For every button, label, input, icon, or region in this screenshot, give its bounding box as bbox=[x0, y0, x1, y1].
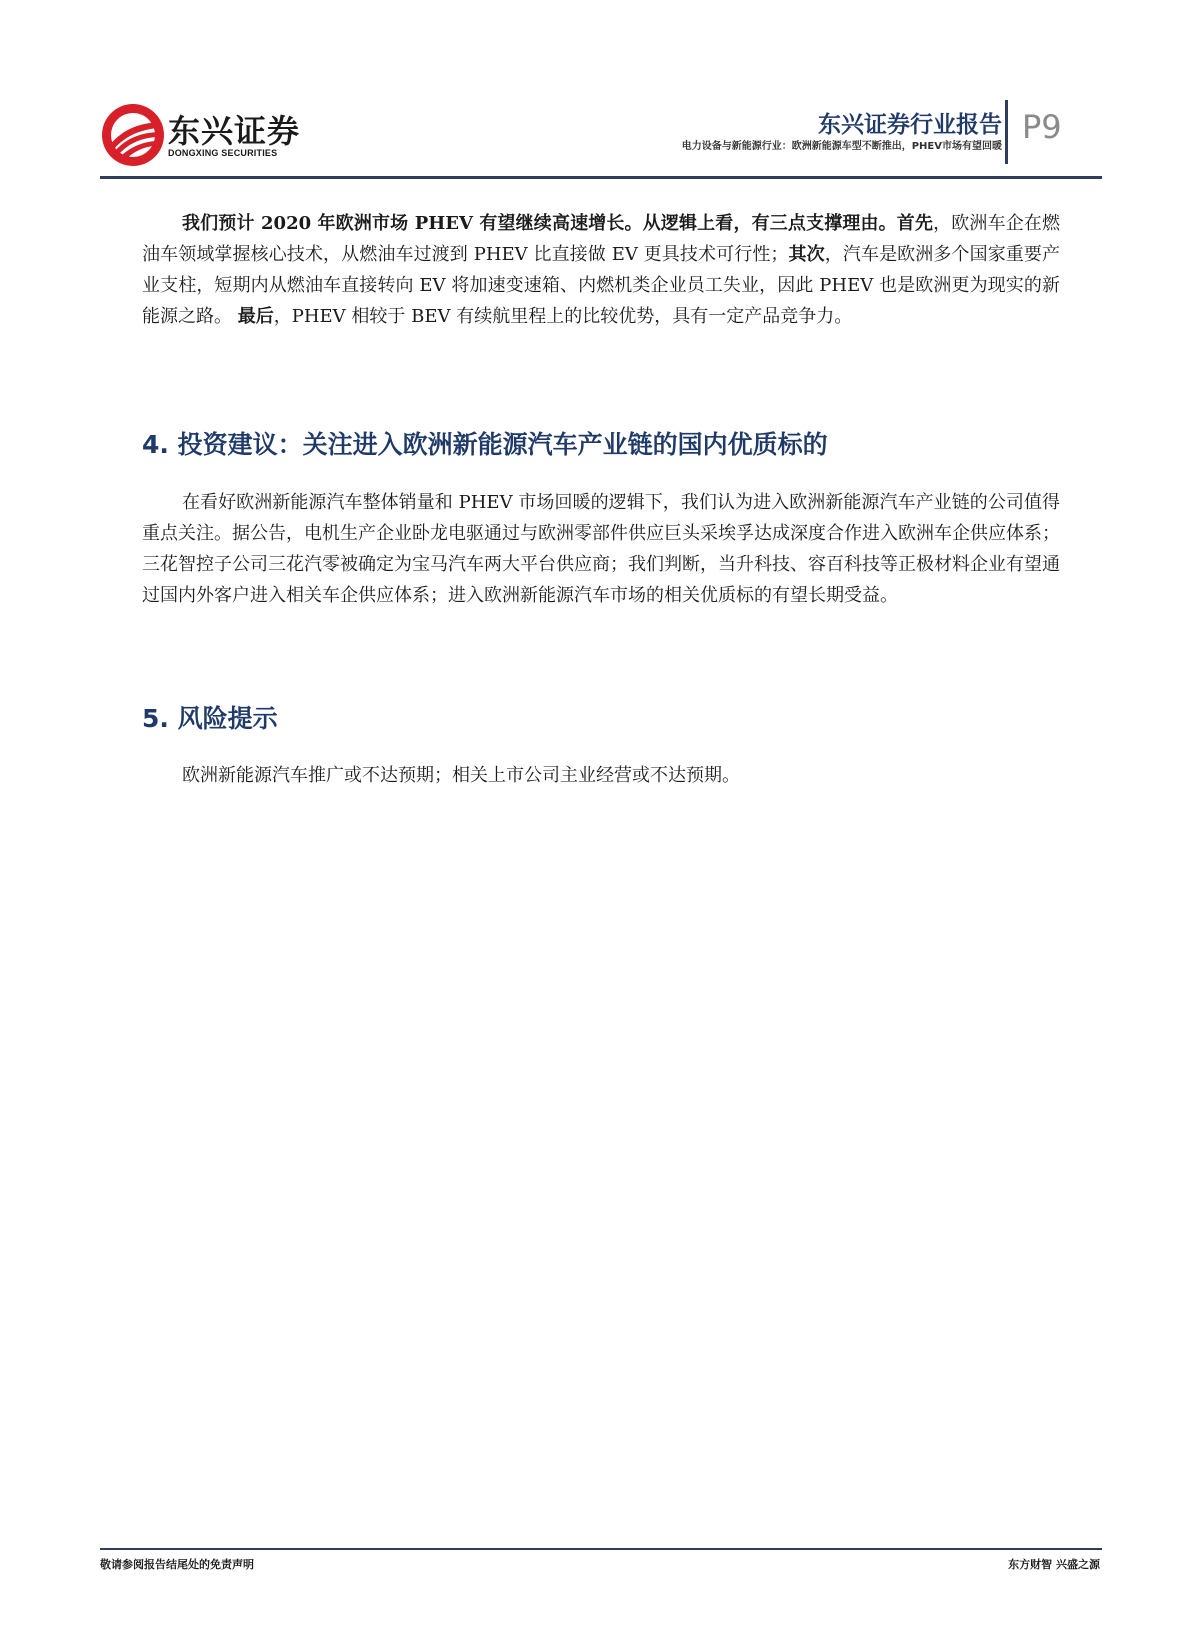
phev-lead-sentence: 我们预计 2020 年欧洲市场 PHEV 有望继续高速增长。从逻辑上看，有三点支撑理由。 bbox=[182, 213, 897, 234]
company-logo bbox=[100, 102, 360, 172]
company-slogan: 东方财智 兴盛之源 bbox=[1008, 1558, 1100, 1571]
company-name-cn: 东兴证券 bbox=[168, 112, 301, 150]
second-reason: ，汽车是欧洲多个国家重要产业支柱，短期内从燃油车直接转向 EV 将加速变速箱、内燃机类企业员工失业，因此 PHEV 也是欧洲更为现实的新能源之路。 bbox=[142, 244, 1061, 327]
first-reason: ，欧洲车企在燃油车领域掌握核心技术，从燃油车过渡到 PHEV 比直接做 EV 更具技术可行性； bbox=[142, 213, 1061, 265]
header-divider bbox=[1005, 100, 1008, 164]
footer-rule bbox=[100, 1548, 1102, 1550]
page-number: P9 bbox=[1022, 108, 1062, 146]
last-reason: ，PHEV 相较于 BEV 有续航里程上的比较优势，具有一定产品竞争力。 bbox=[273, 306, 853, 327]
first-label: 首先 bbox=[896, 213, 934, 234]
section-4-heading: 4. 投资建议：关注进入欧洲新能源汽车产业链的国内优质标的 bbox=[142, 430, 828, 459]
disclaimer-note: 敬请参阅报告结尾处的免责声明 bbox=[100, 1558, 254, 1571]
header-rule bbox=[100, 176, 1102, 179]
company-logo-mark bbox=[100, 102, 166, 168]
section-4-paragraph: 在看好欧洲新能源汽车整体销量和 PHEV 市场回暖的逻辑下，我们认为进入欧洲新能源汽车产业链的公司值得重点关注。据公告，电机生产企业卧龙电驱通过与欧洲零部件供应巨头采埃孚达成深度合作进入欧洲车企供应体系；三花智控子公司三花汽零被确定为宝马汽车两大平台供应商；我们判断，当升科技、容百科技等正极材料企业有望通过国内外客户进入相关车企供应体系；进入欧洲新能源汽车市场的相关优质标的有望长期受益。 bbox=[142, 492, 1060, 606]
section-5-paragraph: 欧洲新能源汽车推广或不达预期；相关上市公司主业经营或不达预期。 bbox=[182, 765, 740, 786]
report-subtitle: 电力设备与新能源行业：欧洲新能源车型不断推出，PHEV市场有望回暖 bbox=[681, 141, 1002, 152]
page-header bbox=[100, 96, 1102, 182]
report-title: 东兴证券行业报告 bbox=[818, 112, 1002, 138]
company-name-en: DONGXING SECURITIES bbox=[168, 148, 278, 158]
phev-growth-paragraph bbox=[142, 208, 1060, 332]
last-label: 最后 bbox=[237, 306, 274, 327]
second-label: 其次 bbox=[788, 244, 825, 265]
section-5-heading: 5. 风险提示 bbox=[142, 704, 278, 733]
